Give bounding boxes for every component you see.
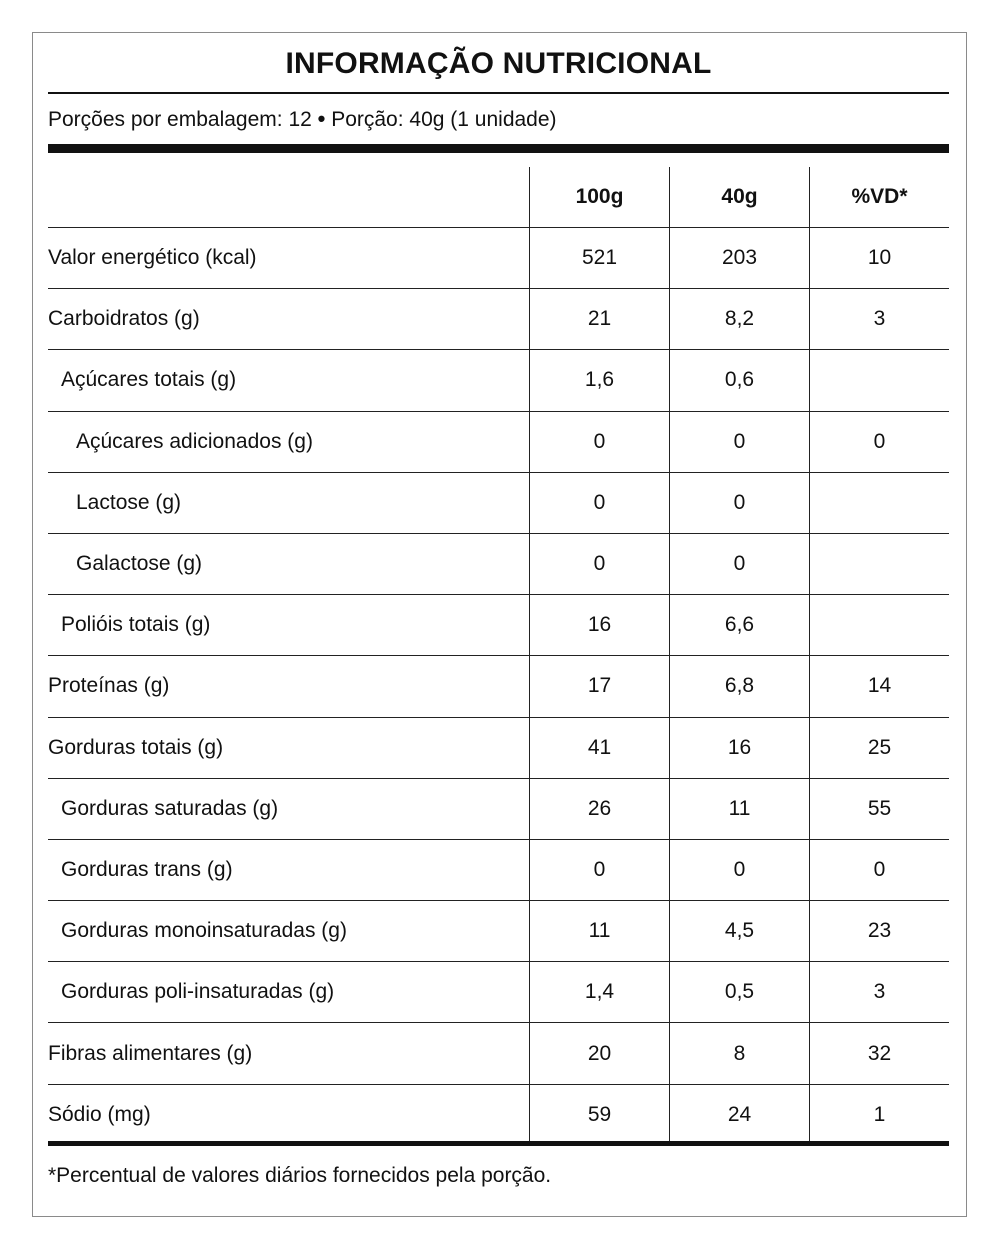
nutrient-label: Açúcares adicionados (g) <box>76 429 313 453</box>
value-per-100g: 20 <box>529 1023 669 1083</box>
value-per-40g: 0 <box>669 534 809 594</box>
value-per-100g: 21 <box>529 289 669 349</box>
table-row <box>48 473 949 534</box>
footnote: *Percentual de valores diários fornecidos pela porção. <box>48 1164 552 1187</box>
table-row <box>48 779 949 840</box>
nutrient-label: Gorduras monoinsaturadas (g) <box>61 919 347 943</box>
nutrient-label: Lactose (g) <box>76 490 182 514</box>
table-row <box>48 595 949 656</box>
nutrient-label: Açúcares totais (g) <box>61 368 237 392</box>
value-daily-percent <box>809 350 949 410</box>
value-per-100g: 1,4 <box>529 962 669 1022</box>
value-per-100g: 0 <box>529 534 669 594</box>
value-per-100g: 1,6 <box>529 350 669 410</box>
nutrition-table <box>48 167 949 1146</box>
value-per-100g: 0 <box>529 412 669 472</box>
table-header-row <box>48 167 949 228</box>
value-daily-percent: 32 <box>809 1023 949 1083</box>
header-label-cell <box>48 167 529 227</box>
nutrient-label: Valor energético (kcal) <box>48 246 257 270</box>
table-row <box>48 962 949 1023</box>
value-per-40g: 6,6 <box>669 595 809 655</box>
value-daily-percent: 55 <box>809 779 949 839</box>
value-per-40g: 0 <box>669 412 809 472</box>
value-per-40g: 4,5 <box>669 901 809 961</box>
value-per-100g: 11 <box>529 901 669 961</box>
portion-size: Porção: 40g (1 unidade) <box>331 108 557 131</box>
nutrient-label: Proteínas (g) <box>48 674 170 698</box>
value-per-40g: 16 <box>669 718 809 778</box>
thick-divider-bottom <box>48 1141 949 1146</box>
nutrient-label: Carboidratos (g) <box>48 307 200 331</box>
value-daily-percent: 0 <box>809 840 949 900</box>
value-per-40g: 6,8 <box>669 656 809 716</box>
nutrient-label: Gorduras poli-insaturadas (g) <box>61 980 335 1004</box>
table-row <box>48 228 949 289</box>
header-vd: %VD* <box>809 167 949 227</box>
value-per-100g: 0 <box>529 840 669 900</box>
header-100g: 100g <box>529 167 669 227</box>
nutrient-label: Gorduras totais (g) <box>48 735 224 759</box>
bullet-separator: • <box>317 106 326 131</box>
nutrient-label: Gorduras saturadas (g) <box>61 796 279 820</box>
value-per-40g: 0 <box>669 840 809 900</box>
value-per-100g: 26 <box>529 779 669 839</box>
page-title: INFORMAÇÃO NUTRICIONAL <box>285 47 712 80</box>
nutrient-label: Galactose (g) <box>76 552 203 576</box>
value-per-100g: 17 <box>529 656 669 716</box>
serving-info <box>48 104 557 134</box>
header-40g: 40g <box>669 167 809 227</box>
nutrient-label: Sódio (mg) <box>48 1103 151 1127</box>
value-per-40g: 0,6 <box>669 350 809 410</box>
value-daily-percent: 25 <box>809 718 949 778</box>
value-per-40g: 24 <box>669 1085 809 1146</box>
value-daily-percent: 14 <box>809 656 949 716</box>
table-row <box>48 1085 949 1146</box>
value-daily-percent: 23 <box>809 901 949 961</box>
value-daily-percent: 10 <box>809 228 949 288</box>
value-daily-percent: 3 <box>809 289 949 349</box>
value-daily-percent <box>809 473 949 533</box>
table-row <box>48 840 949 901</box>
value-per-40g: 203 <box>669 228 809 288</box>
value-per-100g: 59 <box>529 1085 669 1146</box>
portions-per-package: Porções por embalagem: 12 <box>48 108 312 131</box>
title-divider <box>48 92 949 94</box>
value-per-40g: 8 <box>669 1023 809 1083</box>
value-per-40g: 0 <box>669 473 809 533</box>
nutrient-label: Fibras alimentares (g) <box>48 1041 253 1065</box>
value-daily-percent <box>809 595 949 655</box>
value-per-100g: 521 <box>529 228 669 288</box>
value-per-100g: 0 <box>529 473 669 533</box>
value-daily-percent: 0 <box>809 412 949 472</box>
value-daily-percent: 3 <box>809 962 949 1022</box>
value-daily-percent: 1 <box>809 1085 949 1146</box>
table-row <box>48 718 949 779</box>
value-per-100g: 16 <box>529 595 669 655</box>
table-row <box>48 350 949 411</box>
table-row <box>48 1023 949 1084</box>
table-row <box>48 656 949 717</box>
table-row <box>48 412 949 473</box>
value-per-40g: 11 <box>669 779 809 839</box>
table-row <box>48 901 949 962</box>
thick-divider-top <box>48 144 949 153</box>
table-row <box>48 289 949 350</box>
nutrient-label: Polióis totais (g) <box>61 613 211 637</box>
value-per-100g: 41 <box>529 718 669 778</box>
nutrient-label: Gorduras trans (g) <box>61 857 233 881</box>
value-per-40g: 8,2 <box>669 289 809 349</box>
value-per-40g: 0,5 <box>669 962 809 1022</box>
value-daily-percent <box>809 534 949 594</box>
table-row <box>48 534 949 595</box>
